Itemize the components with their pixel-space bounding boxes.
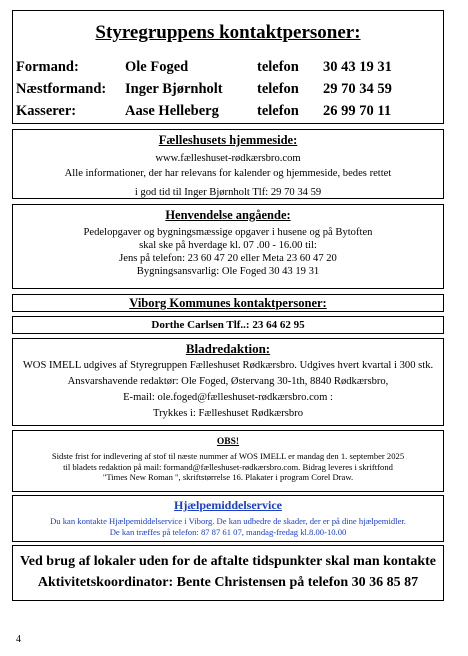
member-phone-label: telefon xyxy=(257,59,299,75)
obs-text: til bladets redaktion på mail: formand@fælleshuset-rødkærsbro.com. Bidrag leveres i skriftfond xyxy=(63,461,393,472)
member-role: Formand: xyxy=(16,59,79,75)
page-number: 4 xyxy=(16,634,21,645)
obs-text: "Times New Roman ", skriftstørrelse 16. Plakater i program Corel Draw. xyxy=(102,472,354,482)
styregruppe-box xyxy=(12,10,444,124)
viborg-title: Viborg Kommunes kontaktpersoner: xyxy=(129,296,327,310)
lokaler-text: Aktivitetskoordinator: Bente Christensen på telefon 30 36 85 87 xyxy=(37,575,419,590)
henvendelse-title: Henvendelse angående: xyxy=(165,208,291,222)
hjemmeside-box xyxy=(12,129,444,199)
hjemmeside-text: i god tid til Inger Bjørnholt Tlf: 29 70 34 59 xyxy=(134,187,322,198)
lokaler-text: Ved brug af lokaler uden for de aftalte tidspunkter skal man kontakte xyxy=(19,554,437,569)
viborg-contact: Dorthe Carlsen Tlf..: 23 64 62 95 xyxy=(151,319,305,331)
member-name: Ole Foged xyxy=(125,59,189,75)
hjaelpemiddel-title: Hjælpemiddelservice xyxy=(174,498,282,512)
viborg-contact-box xyxy=(12,316,444,334)
bladredaktion-title: Bladredaktion: xyxy=(185,341,271,356)
obs-title: OBS! xyxy=(216,437,240,447)
member-phone: 26 99 70 11 xyxy=(323,103,392,119)
member-phone: 29 70 34 59 xyxy=(323,81,392,97)
lokaler-box xyxy=(12,545,444,601)
henvendelse-text: Jens på telefon: 23 60 47 20 eller Meta 23 60 47 20 xyxy=(119,253,337,264)
member-role: Kasserer: xyxy=(16,103,77,119)
bladredaktion-text: Trykkes i: Fælleshuset Rødkærsbro xyxy=(153,408,303,419)
obs-text: Sidste frist for indlevering af stof til næste nummer af WOS IMELL er mandag den 1. september 2025 xyxy=(51,451,405,461)
hjemmeside-text: Alle informationer, der har relevans for kalender og hjemmeside, bedes rettet xyxy=(64,168,392,179)
member-phone-label: telefon xyxy=(257,81,299,97)
member-phone: 30 43 19 31 xyxy=(323,59,392,75)
henvendelse-box xyxy=(12,204,444,289)
hjaelpemiddel-text: Du kan kontakte Hjælpemiddelservice i Viborg. De kan udbedre de skader, der er på dine hjælpemidler. xyxy=(50,516,406,526)
member-row xyxy=(13,59,443,79)
member-row xyxy=(13,81,443,101)
member-phone-label: telefon xyxy=(257,103,299,119)
henvendelse-text: Pedelopgaver og bygningsmæssige opgaver i husene og på Bytoften xyxy=(83,227,373,238)
member-name: Inger Bjørnholt xyxy=(125,81,223,97)
hjaelpemiddel-box xyxy=(12,495,444,542)
hjemmeside-title: Fælleshusets hjemmeside: xyxy=(158,133,298,147)
member-role: Næstformand: xyxy=(16,81,107,97)
bladredaktion-text: WOS IMELL udgives af Styregruppen Fælleshuset Rødkærsbro. Udgives hvert kvartal i 300 stk. xyxy=(22,360,434,371)
hjemmeside-url[interactable]: www.fælleshuset-rødkærsbro.com xyxy=(155,153,301,164)
henvendelse-text: Bygningsansvarlig: Ole Foged 30 43 19 31 xyxy=(136,266,320,277)
member-row xyxy=(13,103,443,123)
styregruppe-title: Styregruppens kontaktpersoner: xyxy=(95,22,361,43)
member-name: Aase Helleberg xyxy=(125,103,219,119)
hjaelpemiddel-text: De kan træffes på telefon: 87 87 61 07, mandag-fredag kl.8.00-10.00 xyxy=(109,527,347,537)
bladredaktion-email[interactable]: E-mail: ole.foged@fælleshuset-rødkærsbro.com : xyxy=(123,392,333,403)
obs-box xyxy=(12,430,444,492)
bladredaktion-text: Ansvarshavende redaktør: Ole Foged, Østervang 30-1th, 8840 Rødkærsbro, xyxy=(67,376,389,387)
viborg-title-box xyxy=(12,294,444,312)
bladredaktion-box xyxy=(12,338,444,426)
henvendelse-text: skal ske på hverdage kl. 07 .00 - 16.00 til: xyxy=(139,240,317,251)
